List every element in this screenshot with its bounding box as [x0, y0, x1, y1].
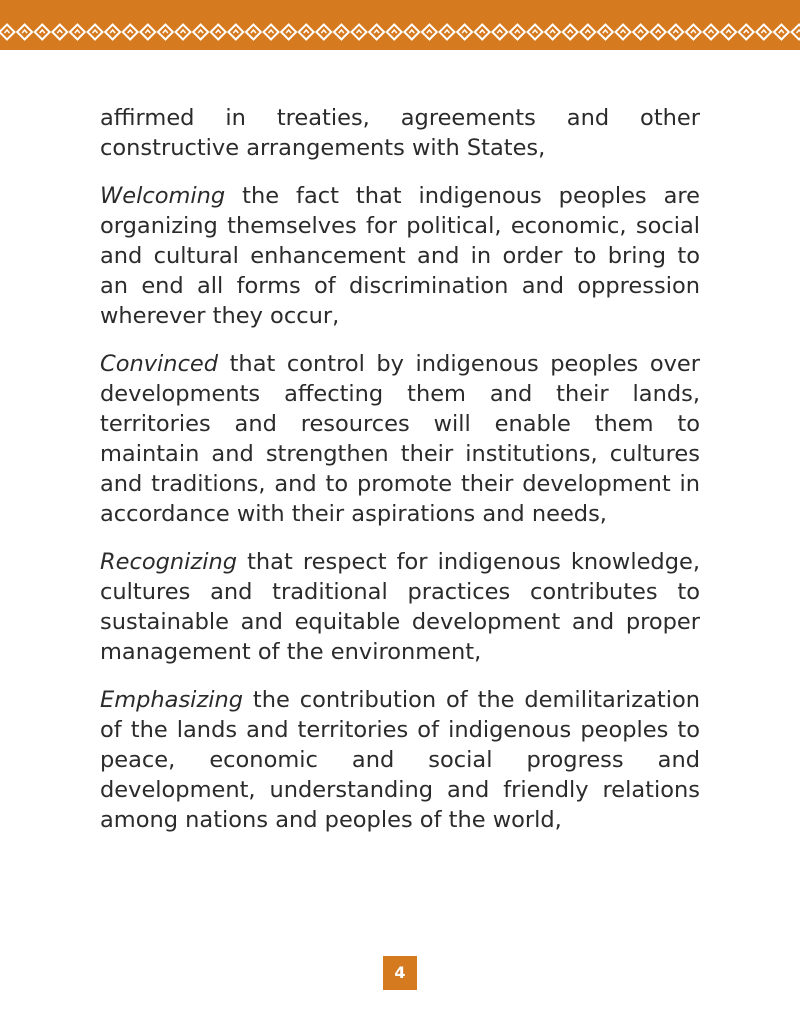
spiral-motif [216, 30, 221, 33]
paragraph-recognizing [100, 547, 700, 667]
diamond-motif [475, 25, 490, 40]
diamond-motif [158, 25, 173, 40]
diamond-motif [334, 25, 349, 40]
spiral-motif [128, 30, 133, 33]
spiral-motif [761, 30, 766, 33]
paragraph-text: the contribution of the demilitarization of the lands and territories of indigenous peoples to peace, economic and social progress and development, understanding and friendly relations among nations and peoples of the world, [100, 687, 700, 833]
spiral-motif [57, 30, 62, 33]
diamond-motif [457, 25, 472, 40]
spiral-motif [357, 30, 362, 33]
spiral-motif [638, 30, 643, 33]
diamond-motif [88, 25, 103, 40]
spiral-motif [93, 30, 98, 33]
spiral-motif [585, 30, 590, 33]
spiral-motif [691, 30, 696, 33]
spiral-motif [550, 30, 555, 33]
diamond-motif [721, 25, 736, 40]
spiral-motif [709, 30, 714, 33]
spiral-motif [533, 30, 538, 33]
spiral-motif [656, 30, 661, 33]
diamond-motif [176, 25, 191, 40]
spiral-motif [392, 30, 397, 33]
paragraph-lead-word: Convinced [100, 351, 219, 377]
diamond-motif [369, 25, 384, 40]
spiral-motif [304, 30, 309, 33]
paragraph-continuation [100, 103, 700, 163]
page-number: 4 [383, 956, 417, 990]
spiral-motif [286, 30, 291, 33]
diamond-motif [774, 25, 789, 40]
paragraph-welcoming [100, 181, 700, 331]
spiral-motif [40, 30, 45, 33]
diamond-motif [0, 25, 15, 40]
diamond-motif [528, 25, 543, 40]
decorative-header-band [0, 0, 800, 50]
diamond-motif [123, 25, 138, 40]
spiral-motif [497, 30, 502, 33]
spiral-motif [251, 30, 256, 33]
diamond-motif [211, 25, 226, 40]
diamond-motif [545, 25, 560, 40]
spiral-motif [621, 30, 626, 33]
spiral-motif [480, 30, 485, 33]
spiral-motif [110, 30, 115, 33]
spiral-motif [568, 30, 573, 33]
diamond-motif [52, 25, 67, 40]
paragraph-text: that respect for indigenous knowledge, cultures and traditional practices contributes to sustainable and equitable development and proper management of the environment, [100, 549, 700, 665]
diamond-motif [686, 25, 701, 40]
paragraph-convinced [100, 349, 700, 529]
diamond-motif [140, 25, 155, 40]
spiral-motif [726, 30, 731, 33]
diamond-motif [704, 25, 719, 40]
diamond-motif [422, 25, 437, 40]
diamond-motif [246, 25, 261, 40]
paragraph-lead-word: Emphasizing [100, 687, 244, 713]
paragraph-emphasizing [100, 685, 700, 835]
spiral-motif [339, 30, 344, 33]
diamond-motif [580, 25, 595, 40]
spiral-motif [797, 30, 800, 33]
diamond-motif [281, 25, 296, 40]
diamond-motif [228, 25, 243, 40]
spiral-motif [374, 30, 379, 33]
diamond-motif [105, 25, 120, 40]
spiral-motif [462, 30, 467, 33]
diamond-motif [563, 25, 578, 40]
paragraph-lead-word: Welcoming [100, 183, 226, 209]
diamond-motif [633, 25, 648, 40]
diamond-motif [756, 25, 771, 40]
diamond-motif [17, 25, 32, 40]
spiral-motif [22, 30, 27, 33]
spiral-motif [269, 30, 274, 33]
spiral-motif [744, 30, 749, 33]
spiral-motif [603, 30, 608, 33]
diamond-motif [616, 25, 631, 40]
spiral-motif [427, 30, 432, 33]
diamond-pattern-icon [0, 0, 800, 50]
spiral-motif [233, 30, 238, 33]
diamond-motif [492, 25, 507, 40]
diamond-motif [651, 25, 666, 40]
diamond-motif [70, 25, 85, 40]
spiral-motif [5, 30, 10, 33]
spiral-motif [321, 30, 326, 33]
paragraph-lead-word: Recognizing [100, 549, 238, 575]
diamond-motif [404, 25, 419, 40]
diamond-motif [739, 25, 754, 40]
spiral-motif [145, 30, 150, 33]
diamond-motif [299, 25, 314, 40]
diamond-motif [440, 25, 455, 40]
spiral-motif [445, 30, 450, 33]
diamond-motif [35, 25, 50, 40]
diamond-motif [193, 25, 208, 40]
spiral-motif [515, 30, 520, 33]
diamond-motif [598, 25, 613, 40]
spiral-motif [673, 30, 678, 33]
spiral-motif [181, 30, 186, 33]
spiral-motif [198, 30, 203, 33]
diamond-motif [352, 25, 367, 40]
diamond-motif [316, 25, 331, 40]
diamond-motif [792, 25, 800, 40]
spiral-motif [779, 30, 784, 33]
diamond-motif [264, 25, 279, 40]
diamond-motif [510, 25, 525, 40]
paragraph-text: that control by indigenous peoples over developments affecting them and their lands, territories and resources will enable them to maintain and strengthen their institutions, cultures and traditions, and to promote their development in accordance with their aspirations and needs, [100, 351, 700, 527]
page-body [100, 103, 700, 853]
spiral-motif [409, 30, 414, 33]
spiral-motif [163, 30, 168, 33]
diamond-motif [668, 25, 683, 40]
diamond-motif [387, 25, 402, 40]
spiral-motif [75, 30, 80, 33]
paragraph-text: the fact that indigenous peoples are organizing themselves for political, economic, social and cultural enhancement and in order to bring to an end all forms of discrimination and oppression wherever they occur, [100, 183, 700, 329]
paragraph-text: affirmed in treaties, agreements and other constructive arrangements with States, [100, 105, 700, 161]
